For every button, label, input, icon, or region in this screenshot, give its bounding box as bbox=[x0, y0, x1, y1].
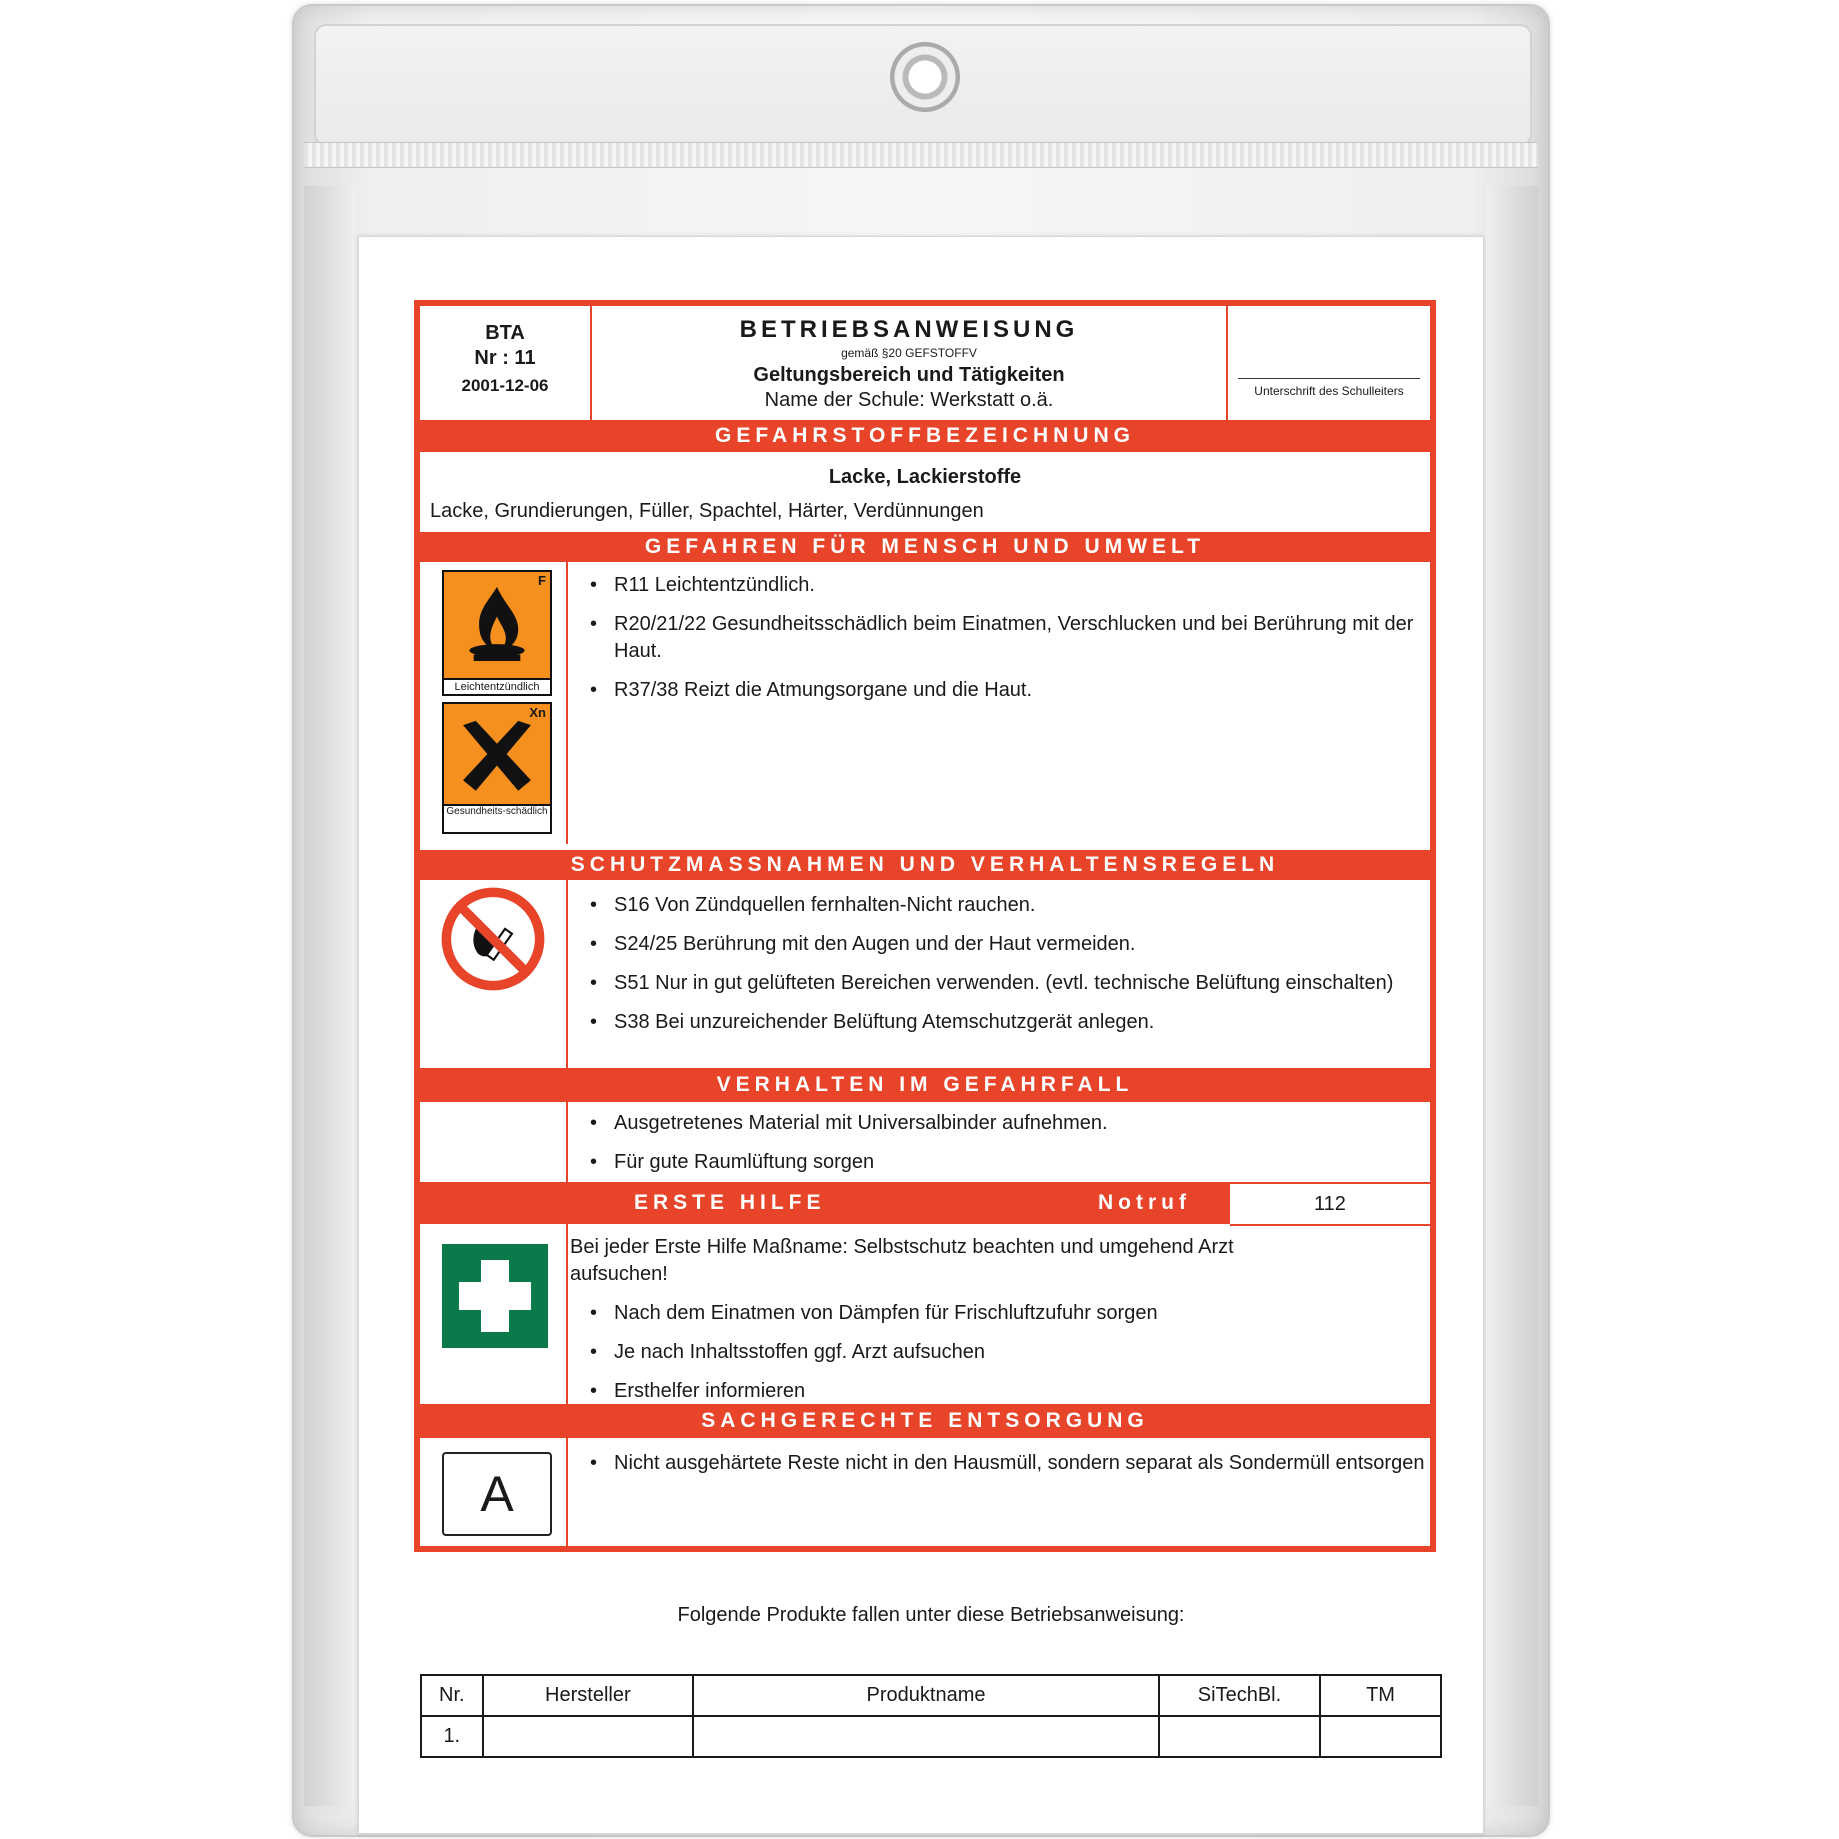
disposal-divider bbox=[566, 1438, 568, 1546]
list-item: • Ausgetretenes Material mit Universalbinder aufnehmen. bbox=[614, 1110, 1444, 1137]
eyelet-hole-icon bbox=[890, 42, 960, 112]
first-aid-bar bbox=[420, 1182, 1230, 1224]
bta-number: Nr : 11 bbox=[474, 347, 536, 369]
first-aid-intro: Bei jeder Erste Hilfe Maßname: Selbstschutz beachten und umgehend Arzt aufsuchen! bbox=[570, 1236, 1234, 1285]
hazard-sign-flammable bbox=[442, 570, 552, 696]
column-header-sitechbl: SiTechBl. bbox=[1159, 1675, 1320, 1716]
table-header-row bbox=[421, 1675, 1441, 1716]
list-item: • Ersthelfer informieren bbox=[614, 1378, 1444, 1405]
list-item: • Je nach Inhaltsstoffen ggf. Arzt aufsuchen bbox=[614, 1339, 1444, 1366]
notruf-label: Notruf bbox=[1098, 1191, 1191, 1214]
signature-label: Unterschrift des Schulleiters bbox=[1254, 384, 1404, 398]
hazard-list bbox=[586, 572, 1444, 716]
page-title: BETRIEBSANWEISUNG bbox=[739, 316, 1079, 343]
notruf-number: 112 bbox=[1230, 1182, 1430, 1226]
section-heading-protection: SCHUTZMASSNAHMEN UND VERHALTENSREGELN bbox=[420, 850, 1430, 880]
table-cell-produktname bbox=[693, 1716, 1159, 1757]
section-heading-substance: GEFAHRSTOFFBEZEICHNUNG bbox=[420, 420, 1430, 452]
sleeve-edge-left bbox=[304, 186, 356, 1806]
section-heading-emergency: VERHALTEN IM GEFAHRFALL bbox=[420, 1068, 1430, 1102]
hazard-label-harmful: Gesundheits-schädlich bbox=[444, 804, 550, 832]
list-item: • Nach dem Einatmen von Dämpfen für Frischluftzufuhr sorgen bbox=[614, 1300, 1444, 1327]
list-item: • S38 Bei unzureichender Belüftung Atemschutzgerät anlegen. bbox=[614, 1009, 1444, 1036]
section-heading-hazards: GEFAHREN FÜR MENSCH UND UMWELT bbox=[420, 532, 1430, 562]
products-table bbox=[420, 1674, 1442, 1758]
section-heading-disposal: SACHGERECHTE ENTSORGUNG bbox=[420, 1404, 1430, 1438]
scope-heading: Geltungsbereich und Tätigkeiten bbox=[753, 364, 1065, 386]
header-id-block bbox=[420, 306, 590, 420]
no-open-flame-icon bbox=[440, 886, 546, 992]
hazard-letter-f: F bbox=[538, 573, 546, 588]
sleeve-edge-right bbox=[1486, 186, 1538, 1806]
column-header-nr: Nr. bbox=[421, 1675, 483, 1716]
table-cell-tm bbox=[1320, 1716, 1441, 1757]
table-row bbox=[421, 1716, 1441, 1757]
list-item: • S16 Von Zündquellen fernhalten-Nicht rauchen. bbox=[614, 892, 1444, 919]
hazard-sign-harmful bbox=[442, 702, 552, 834]
signature-line bbox=[1238, 378, 1420, 379]
column-header-tm: TM bbox=[1320, 1675, 1441, 1716]
first-aid-divider bbox=[566, 1224, 568, 1404]
list-item: • S51 Nur in gut gelüfteten Bereichen verwenden. (evtl. technische Belüftung einschalten) bbox=[614, 970, 1444, 997]
substance-description: Lacke, Grundierungen, Füller, Spachtel, Härter, Verdünnungen bbox=[430, 500, 984, 522]
list-item: • R20/21/22 Gesundheitsschädlich beim Einatmen, Verschlucken und bei Berührung mit der Haut. bbox=[614, 611, 1444, 665]
cross-icon bbox=[444, 704, 550, 814]
disposal-sign bbox=[442, 1452, 552, 1536]
bta-date: 2001-12-06 bbox=[461, 376, 549, 395]
disposal-list bbox=[586, 1450, 1444, 1489]
school-name: Name der Schule: Werkstatt o.ä. bbox=[764, 389, 1054, 411]
substance-name: Lacke, Lackierstoffe bbox=[828, 466, 1022, 488]
operating-instructions-form bbox=[414, 300, 1436, 1552]
table-cell-sitechbl bbox=[1159, 1716, 1320, 1757]
protection-divider bbox=[566, 880, 568, 1068]
sleeve-weld-seam bbox=[304, 142, 1538, 168]
products-caption: Folgende Produkte fallen unter diese Betriebsanweisung: bbox=[677, 1604, 1185, 1626]
hazards-divider bbox=[566, 562, 568, 844]
header-title-block bbox=[592, 306, 1226, 420]
list-item: • R37/38 Reizt die Atmungsorgane und die Haut. bbox=[614, 677, 1444, 704]
first-aid-list bbox=[586, 1300, 1444, 1417]
list-item: • Für gute Raumlüftung sorgen bbox=[614, 1149, 1444, 1176]
column-header-hersteller: Hersteller bbox=[483, 1675, 694, 1716]
hazard-letter-xn: Xn bbox=[529, 705, 546, 720]
flame-icon bbox=[444, 572, 550, 678]
signature-box bbox=[1228, 306, 1430, 420]
first-aid-cross-icon bbox=[442, 1244, 548, 1348]
table-cell-nr: 1. bbox=[421, 1716, 483, 1757]
emergency-divider bbox=[566, 1102, 568, 1182]
list-item: • Nicht ausgehärtete Reste nicht in den Hausmüll, sondern separat als Sondermüll entsorgen bbox=[614, 1450, 1444, 1477]
table-cell-hersteller bbox=[483, 1716, 694, 1757]
hazard-label-flammable: Leichtentzündlich bbox=[444, 678, 550, 694]
emergency-list bbox=[586, 1110, 1444, 1188]
section-heading-first-aid: ERSTE HILFE bbox=[634, 1191, 826, 1214]
list-item: • R11 Leichtentzündlich. bbox=[614, 572, 1444, 599]
page-subtitle: gemäß §20 GEFSTOFFV bbox=[841, 346, 977, 360]
bta-label: BTA bbox=[485, 322, 525, 344]
column-header-produktname: Produktname bbox=[693, 1675, 1159, 1716]
disposal-letter: A bbox=[480, 1466, 514, 1522]
list-item: • S24/25 Berührung mit den Augen und der Haut vermeiden. bbox=[614, 931, 1444, 958]
protection-list bbox=[586, 892, 1444, 1048]
